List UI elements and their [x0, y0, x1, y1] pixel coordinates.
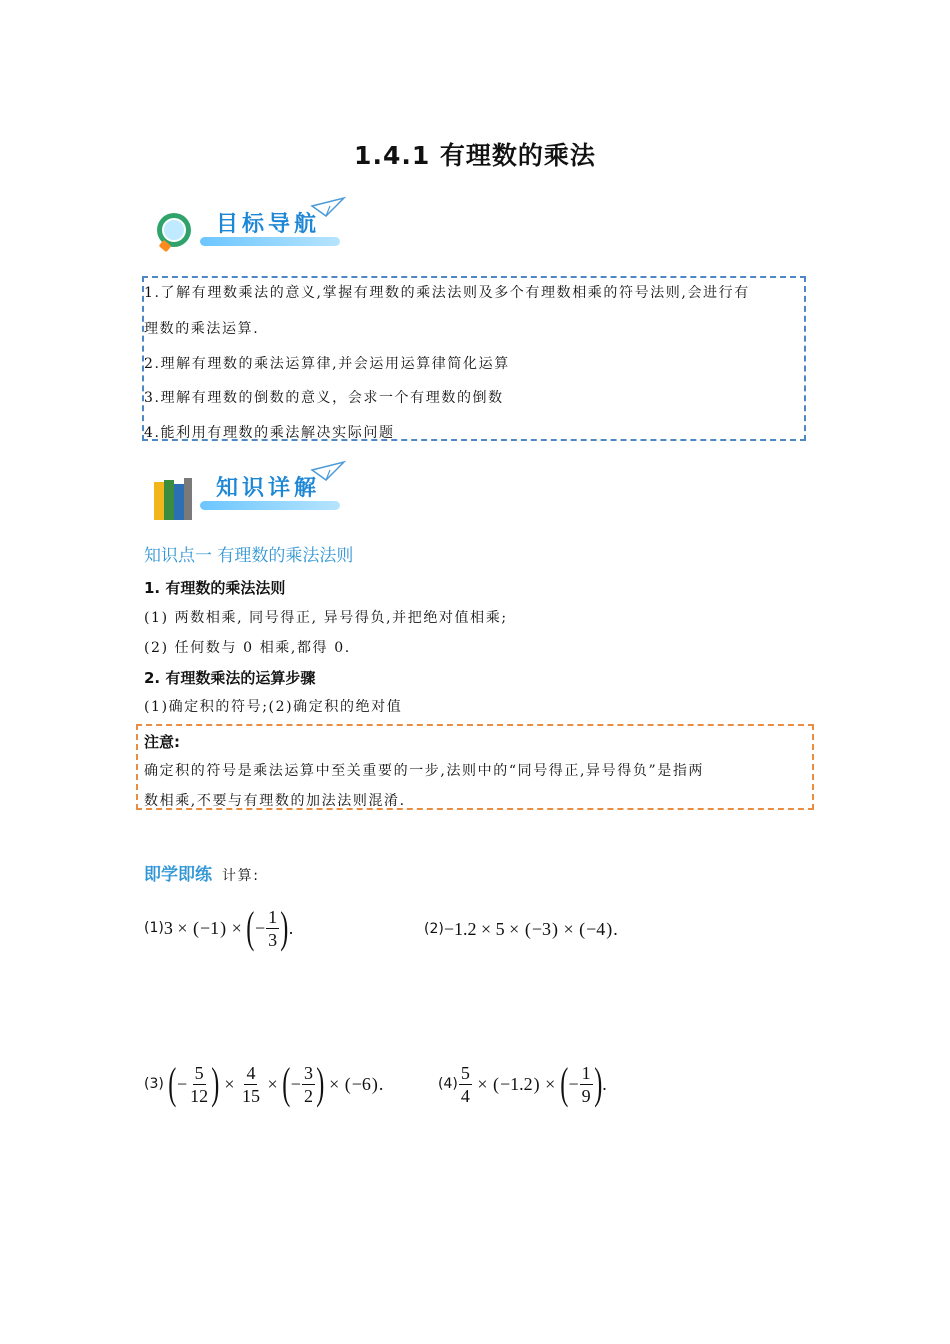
- goal-line: 3.理解有理数的倒数的意义，会求一个有理数的倒数: [144, 390, 504, 406]
- practice-header: [144, 860, 260, 885]
- section-heading: 1. 有理数的乘法法则: [144, 579, 286, 597]
- goals-banner: [152, 196, 352, 258]
- problem-1: (1) 3 × ( −1 ) × ( − $\frac{1}{3}$ ) .: [144, 903, 294, 952]
- problem-3: (3) ( − $\frac{5}{12}$ ) × $\frac{4}{15}$ × ( − $\frac{3}{2}$ ) × ( −6 ) .: [144, 1059, 384, 1108]
- magnifier-icon: [152, 208, 200, 258]
- goal-line: 1.了解有理数乘法的意义,掌握有理数的乘法法则及多个有理数相乘的符号法则,会进行有: [144, 285, 750, 301]
- practice-instruction: 计算:: [222, 868, 260, 884]
- rule-text: (1) 两数相乘, 同号得正, 异号得负,并把绝对值相乘;: [144, 610, 508, 626]
- problem-2: (2) −1.2 × 5 × ( −3 ) × ( −4 ) .: [424, 918, 618, 939]
- problem-4: (4) $\frac{5}{4}$ × ( −1.2 ) × ( − $\frac{1}{9}$ ) .: [438, 1059, 607, 1108]
- note-text: 确定积的符号是乘法运算中至关重要的一步,法则中的“同号得正,异号得负”是指两: [144, 763, 705, 779]
- steps-text: (1)确定积的符号;(2)确定积的绝对值: [144, 699, 403, 715]
- page-title: 1.4.1 有理数的乘法: [354, 141, 596, 170]
- section-heading: 2. 有理数乘法的运算步骤: [144, 669, 316, 687]
- goals-banner-label: 目标导航: [206, 210, 338, 240]
- note-title: 注意:: [144, 733, 180, 751]
- goal-line: 理数的乘法运算.: [144, 321, 260, 337]
- books-icon: [152, 474, 196, 524]
- goal-line: 4.能利用有理数的乘法解决实际问题: [144, 425, 395, 441]
- knowledge-point-title: 知识点一 有理数的乘法法则: [144, 546, 354, 566]
- practice-heading: 即学即练: [144, 865, 212, 885]
- rule-text: (2) 任何数与 0 相乘,都得 0.: [144, 640, 351, 656]
- knowledge-banner: [152, 460, 352, 522]
- goal-line: 2.理解有理数的乘法运算律,并会运用运算律简化运算: [144, 356, 510, 372]
- knowledge-banner-label: 知识详解: [206, 474, 338, 504]
- note-text: 数相乘,不要与有理数的加法法则混淆.: [144, 793, 406, 809]
